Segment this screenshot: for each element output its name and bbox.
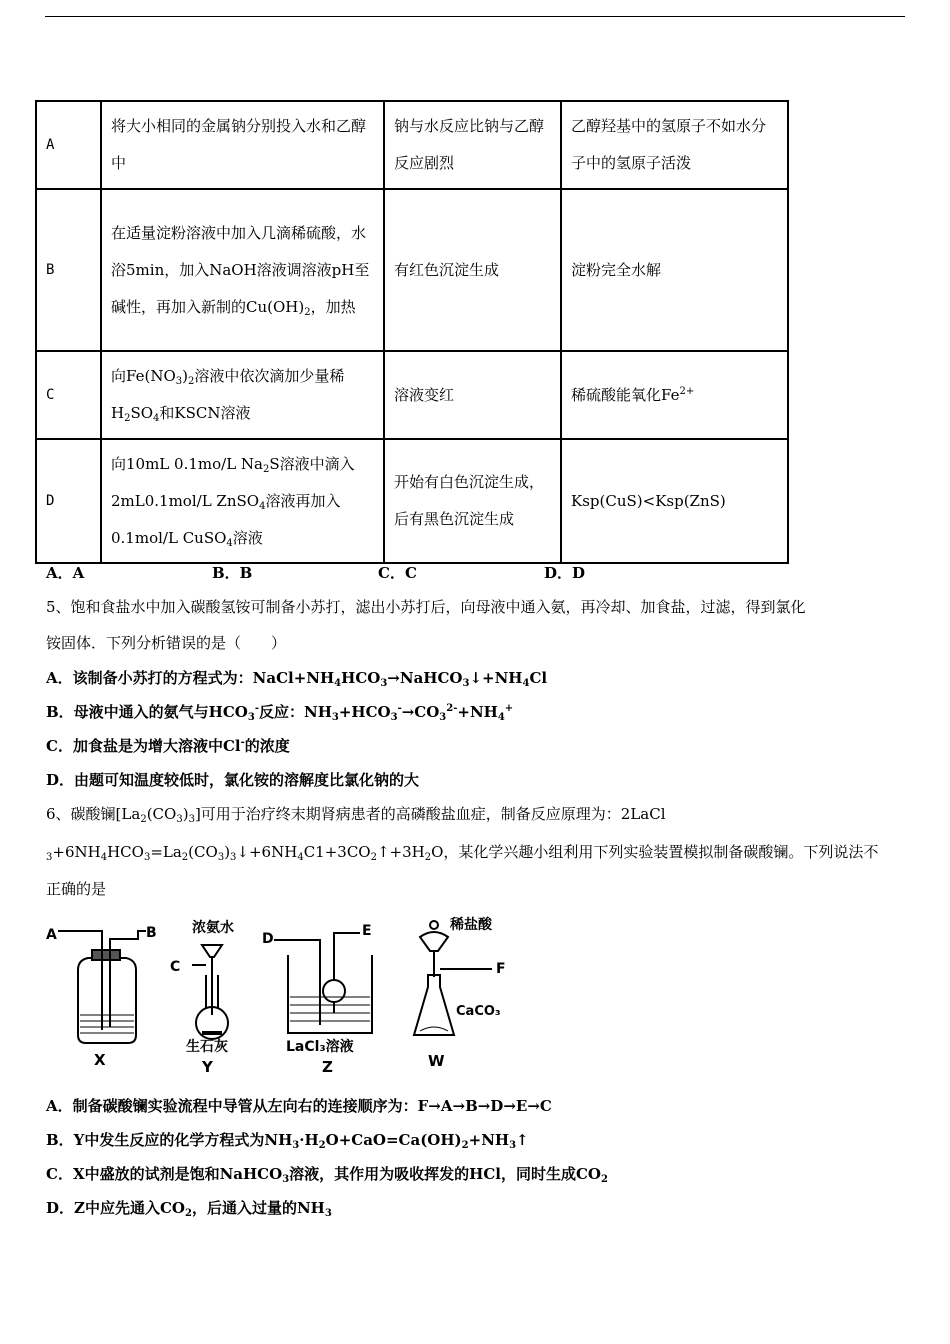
label-lime: 生石灰 [186, 1039, 228, 1055]
option-d[interactable]: D．D [544, 564, 586, 582]
operation-cell: 在适量淀粉溶液中加入几滴稀硫酸，水浴5min，加入NaOH溶液调溶液pH至碱性，再加入新制的$Cu(OH)_2$，加热 [101, 189, 384, 351]
operation-cell: 将大小相同的金属钠分别投入水和乙醇中 [101, 101, 384, 189]
q4-options [46, 562, 710, 583]
option-c[interactable]: C．C [378, 564, 417, 582]
label-e: E [362, 923, 372, 939]
label-a: A [46, 927, 57, 943]
option-b[interactable]: B．B [212, 564, 253, 582]
row-key: D [36, 439, 101, 563]
page-top-rule [45, 16, 905, 17]
q6-stem-line2: $_3+6NH_4HCO_3=La_2(CO_3)_3↓+6NH_4C1+3CO_2↑+3H_2O$，某化学兴趣小组利用下列实验装置模拟制备碳酸镧。下列说法不 [46, 843, 879, 863]
conclusion-cell: 乙醇羟基中的氢原子不如水分子中的氢原子活泼 [561, 101, 788, 189]
operation-cell: 向$Fe(NO_3)_2$溶液中依次滴加少量稀$H_2SO_4$和KSCN溶液 [101, 351, 384, 439]
conclusion-cell: 淀粉完全水解 [561, 189, 788, 351]
table-row [36, 351, 788, 439]
table-row [36, 101, 788, 189]
observation-cell: 钠与水反应比钠与乙醇反应剧烈 [384, 101, 561, 189]
q6-stem-line1: 6、碳酸镧$[La_2(CO_3)_3]$可用于治疗终末期肾病患者的高磷酸盐血症，制备反应原理为：2LaCl [46, 805, 666, 825]
label-x: X [94, 1051, 106, 1069]
label-w: W [428, 1052, 445, 1070]
q6-option-c[interactable]: C．X中盛放的试剂是饱和NaHCO$_3$溶液，其作用为吸收挥发的HCl，同时生成$CO_2$ [46, 1165, 608, 1185]
beaker-z [274, 933, 372, 1033]
label-lacl3: LaCl₃溶液 [286, 1039, 354, 1055]
q5-option-b[interactable]: B．母液中通入的氨气与$HCO_3^-$反应：$NH_3+HCO_3^-\to CO_3^{2-}+NH_4^+$ [46, 703, 514, 723]
row-key: B [36, 189, 101, 351]
label-y: Y [202, 1058, 213, 1076]
label-caco3: CaCO₃ [456, 1004, 501, 1019]
q5-option-a[interactable]: A．该制备小苏打的方程式为：$NaCl+NH_4HCO_3\to NaHCO_3↓+NH_4Cl$ [46, 669, 548, 689]
bottle-x [58, 931, 146, 1043]
label-z: Z [322, 1058, 333, 1076]
apparatus-diagram [42, 915, 522, 1080]
q6-stem-line3: 正确的是 [46, 880, 107, 898]
q5-option-d[interactable]: D．由题可知温度较低时，氯化铵的溶解度比氯化钠的大 [46, 771, 420, 789]
observation-cell: 有红色沉淀生成 [384, 189, 561, 351]
table-row [36, 439, 788, 563]
q6-option-d[interactable]: D．Z中应先通入$CO_2$，后通入过量的$NH_3$ [46, 1199, 332, 1219]
option-a[interactable]: A．A [46, 564, 85, 582]
q6-option-b[interactable]: B．Y中发生反应的化学方程式为$NH_3\cdot H_2O+CaO=Ca(OH)_2+NH_3↑$ [46, 1131, 529, 1151]
conclusion-cell: Ksp(CuS)<Ksp(ZnS) [561, 439, 788, 563]
label-c: C [170, 959, 181, 975]
row-key: C [36, 351, 101, 439]
flask-y [192, 945, 228, 1039]
label-f: F [496, 961, 506, 977]
observation-cell: 溶液变红 [384, 351, 561, 439]
q6-option-a[interactable]: A．制备碳酸镧实验流程中导管从左向右的连接顺序为：F→A→B→D→E→C [46, 1097, 552, 1115]
table-row [36, 189, 788, 351]
operation-cell: 向10mL 0.1mo/L $Na_2S$溶液中滴入2mL0.1mol/L ZnSO$_4$溶液再加入0.1mol/L CuSO$_4$溶液 [101, 439, 384, 563]
q5-stem-line2: 铵固体．下列分析错误的是（ ） [46, 634, 287, 652]
label-hcl: 稀盐酸 [450, 917, 492, 933]
q5-stem-line1: 5、饱和食盐水中加入碳酸氢铵可制备小苏打，滤出小苏打后，向母液中通入氨，再冷却、加食盐，过滤，得到氯化 [46, 598, 806, 616]
row-key: A [36, 101, 101, 189]
label-b: B [146, 925, 157, 941]
experiment-table [35, 100, 789, 564]
label-ammonia: 浓氨水 [192, 920, 234, 936]
label-d: D [262, 931, 274, 947]
q5-option-c[interactable]: C．加食盐是为增大溶液中Cl-的浓度 [46, 737, 290, 755]
conclusion-cell: 稀硫酸能氧化$Fe^{2+}$ [561, 351, 788, 439]
observation-cell: 开始有白色沉淀生成，后有黑色沉淀生成 [384, 439, 561, 563]
